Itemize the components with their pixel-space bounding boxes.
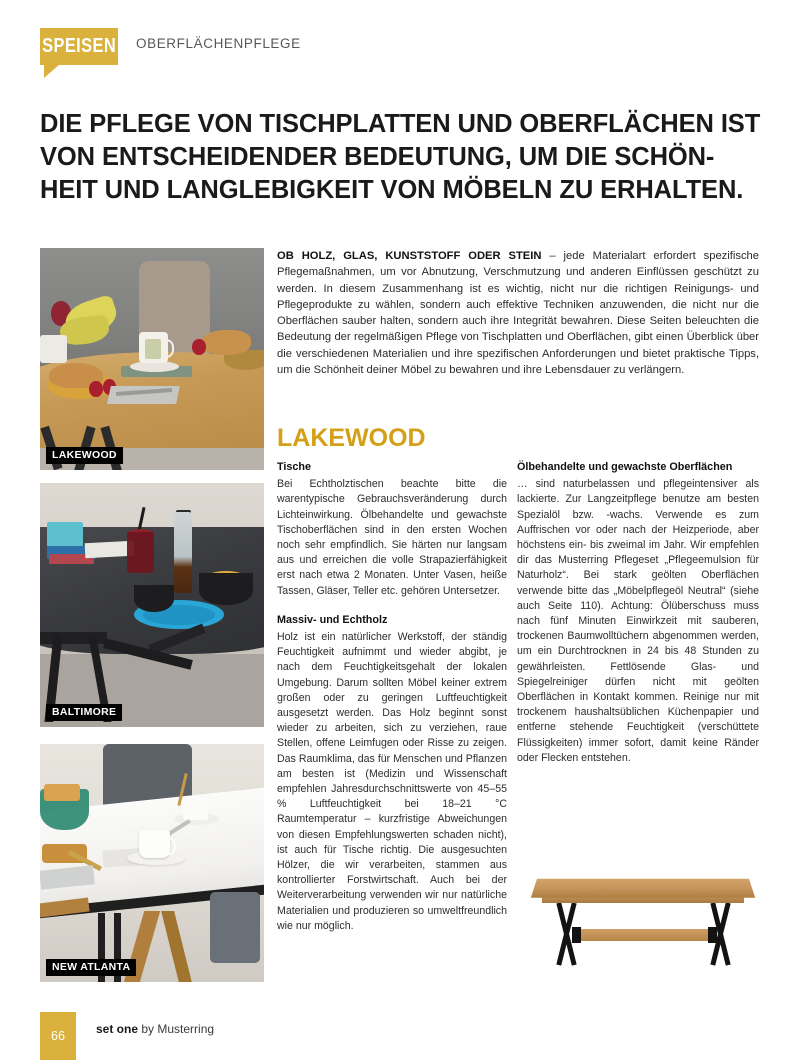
subheading-tische: Tische <box>277 461 312 473</box>
paragraph-tische: Bei Echtholztischen beachte bitte die warentypische Gebrauchsveränderung durch Lichteinwirkung. Ölbehandelte und gewachste Tischoberflächen sind in den ersten Wochen noch sehr empfindlich. Sie härten nur langsam aus und erreichen die volle Strapazierfähigkeit erst nach etwa 2 Monaten. Unter Vasen, heiße Tassen, Gläser, Teller etc. gehören Untersetzer. <box>277 478 507 597</box>
photo3-cup <box>183 796 208 820</box>
photo2-box <box>47 522 83 549</box>
photo3-waffles <box>44 784 80 801</box>
text-column-right <box>517 460 759 766</box>
subheading-massiv-echtholz: Massiv- und Echtholz <box>277 613 388 626</box>
photo1-strawberry <box>192 339 205 355</box>
speisen-badge <box>40 28 118 65</box>
page-headline <box>40 108 761 207</box>
photo1-mug-pattern <box>145 339 161 359</box>
headline-line-3: HEIT UND LANGLEBIGKEIT VON MÖBELN ZU ERHALTEN. <box>40 176 744 204</box>
footer-brand <box>96 1022 214 1036</box>
intro-paragraph <box>277 248 759 378</box>
headline-line-2: VON ENTSCHEIDENDER BEDEUTUNG, UM DIE SCHÖN- <box>40 143 715 171</box>
paragraph-massiv-echtholz: Holz ist ein natürlicher Werkstoff, der ständig Feuchtigkeit aufnimmt und wieder abgibt, je nach dem Feuchtigkeitsgehalt der lokalen Umgebung. Darum sollten Möbel keiner extrem großen oder zu geringen Luftfeuchtigkeit ausgesetzt werden. Das Holz beginnt sonst wieder zu arbeiten, sich zu verziehen, raue Stellen, offene Leimfugen oder Risse zu zeigen. Das Raumklima, das für Menschen und Pflanzen am besten ist (Medizin und Wissenschaft empfehlen Jahresdurchschnittswerte von 45–55 % Luftfeuchtigkeit bei 18–21 °C Raumtemperatur – kurzfristige Abweichungen von diesen Empfehlungswerten schaden nicht), ist auch für Tische richtig. Die ausgesuchten Hölzer, die wir verarbeiten, stammen aus kontrollierter Forstwirtschaft. Auch bei der Weiterverarbeitung verwenden wir nur natürliche Materialien und produzieren so umweltfreundlich wie nur möglich. <box>277 631 507 932</box>
photo3-chair <box>210 892 259 963</box>
product-table-bracket <box>708 927 717 943</box>
photo1-cup-left <box>40 335 67 364</box>
photo1-croissant <box>201 330 250 354</box>
intro-lead-in: OB HOLZ, GLAS, KUNSTSTOFF ODER STEIN <box>277 250 542 262</box>
page-number-badge: 66 <box>40 1012 76 1060</box>
photo-caption: NEW ATLANTA <box>46 959 136 976</box>
photo1-strawberry <box>89 381 102 397</box>
header-kicker: OBERFLÄCHENPFLEGE <box>136 36 301 51</box>
footer-brand-name: set one <box>96 1022 139 1036</box>
headline-line-1: DIE PFLEGE VON TISCHPLATTEN UND OBERFLÄCHEN IST <box>40 110 761 138</box>
photo-baltimore <box>40 483 264 727</box>
product-table-rail <box>576 929 712 941</box>
product-table-top <box>531 879 755 898</box>
page-header <box>40 28 301 65</box>
photo-new-atlanta <box>40 744 264 982</box>
photo2-glass <box>127 532 154 573</box>
photo-caption: BALTIMORE <box>46 704 122 721</box>
intro-body: – jede Materialart erfordert spezifische Pflegemaßnahmen, um vor Abnutzung, Verschmutzung und anderen Einflüssen geschützt zu werden. In diesem Zusammenhang ist es wichtig, nicht nur die richtigen Reinigungs- und Pflegeprodukte zu wählen, sondern auch effektive Techniken anzuwenden, die nicht nur die Oberflächen sauber halten, sondern auch ihre Integrität bewahren. Diese Seiten beleuchten die Bedeutung der regelmäßigen Pflege von Tischplatten und Oberflächen, gibt einen Überblick über die verschiedenen Materialien und ihre spezifischen Anforderungen und bietet praktische Tipps, um die Schönheit deiner Möbel zu bewahren und ihre Lebensdauer zu verlängern. <box>277 250 759 377</box>
footer-brand-suffix: by Musterring <box>138 1022 215 1036</box>
product-table-bracket <box>572 927 581 943</box>
subheading-oelbehandelte-oberflaechen: Ölbehandelte und gewachste Oberflächen <box>517 461 733 473</box>
speisen-badge-label: SPEISEN <box>42 35 116 57</box>
block-massiv-echtholz <box>277 613 507 934</box>
text-column-left <box>277 460 507 934</box>
speech-bubble-tail-icon <box>44 64 60 78</box>
photo-caption: LAKEWOOD <box>46 447 123 464</box>
photo2-bottle <box>174 512 192 593</box>
photo3-coffee-cup <box>139 830 170 859</box>
photo-lakewood <box>40 248 264 470</box>
photo2-bowl <box>199 573 253 605</box>
paragraph-oelbehandelte-oberflaechen: … sind naturbelassen und pflegeintensiver als lackierte. Zur Langzeitpflege benutze am besten Spezialöl bzw. -wachs. Verwende es zum Auffrischen vor oder nach der Heizperiode, aber höchstens ein- bis zweimal im Jahr. Wir empfehlen dir das Musterring Pflegeset „Pflegeemulsion für Naturholz“. Bei stark geölten Oberflächen verwende bitte das „Möbelpflegeöl Neutral“ (siehe auch Seite 110). Achtung: Ölüberschuss muss nach fünf Minuten Einwirkzeit mit sauberen, trockenen Baumwolltüchern abgenommen werden, um ein Durchtrocknen in 24 bis 48 Stunden zu gewährleisten. Fettlösende Glas- und Spiegelreiniger dürfen nicht mit geölten Oberflächen in Kontakt kommen. Reinige nur mit trockenem haushaltsüblichen Küchenpapier und entferne stehende Feuchtigkeit (verschüttete Flüssigkeiten) immer sofort, damit keine Ränder oder Flecken entstehen. <box>517 478 759 764</box>
section-title-lakewood: LAKEWOOD <box>277 424 426 452</box>
product-image-dining-table <box>528 858 768 976</box>
